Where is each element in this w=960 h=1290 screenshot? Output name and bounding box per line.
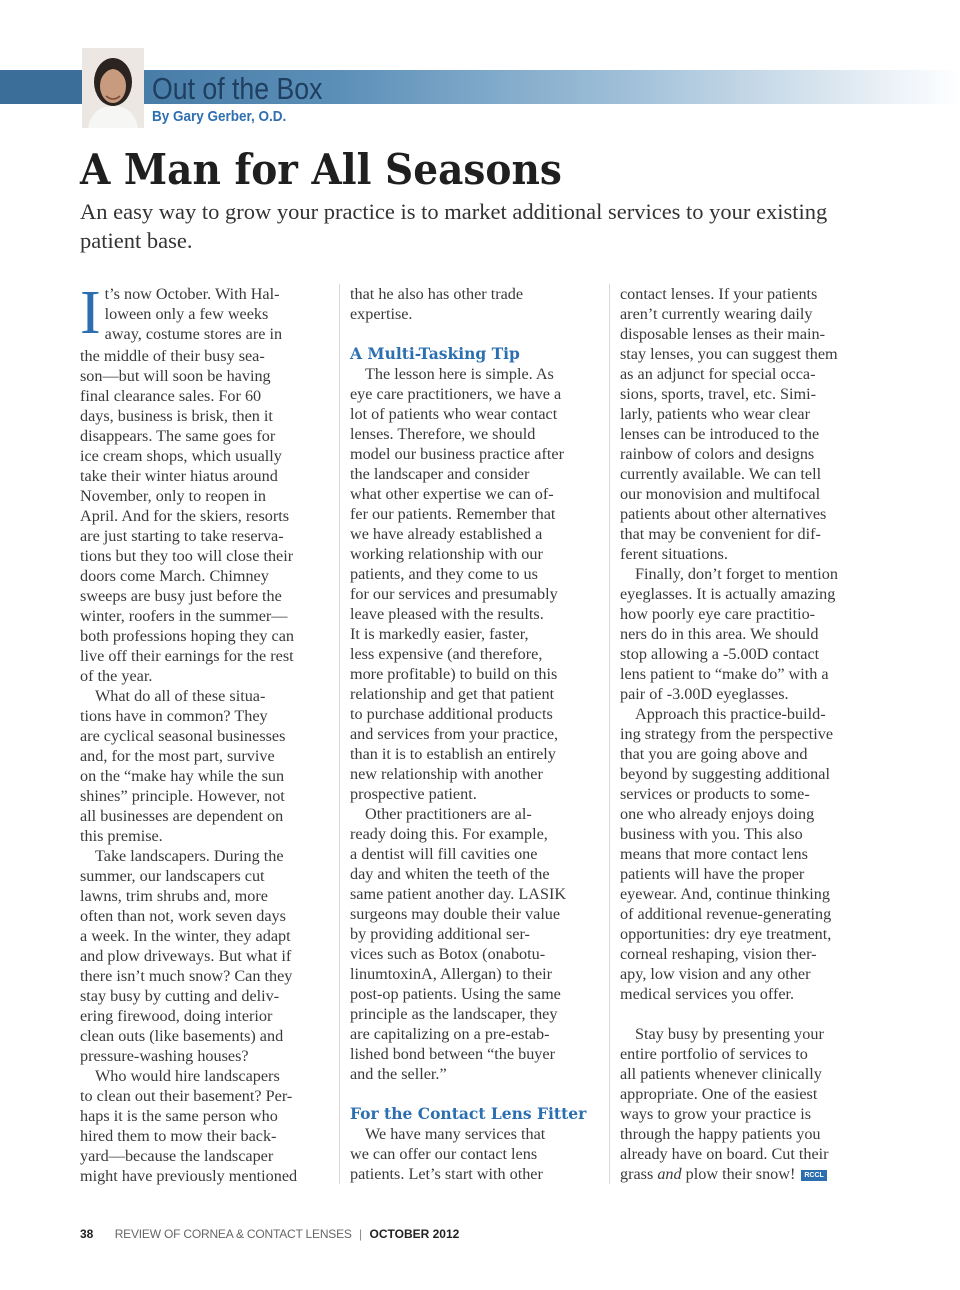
body-column-2	[350, 284, 600, 1184]
text-line: stay lenses, you can suggest them	[620, 345, 838, 363]
text-line: for our services and presumably	[350, 585, 558, 603]
text-line: our monovision and multifocal	[620, 485, 821, 503]
text-line: apy, low vision and any other	[620, 965, 811, 983]
text-line: eye care practitioners, we have a	[350, 385, 562, 403]
text-line: lawns, trim shrubs and, more	[80, 887, 268, 905]
text-line: It is markedly easier, faster,	[350, 625, 529, 643]
text-line: relationship and get that patient	[350, 685, 555, 703]
text-line: haps it is the same person who	[80, 1107, 278, 1125]
text-line: The lesson here is simple. As	[365, 365, 554, 383]
text-line: larly, patients who wear clear	[620, 405, 810, 423]
header-band	[0, 70, 960, 104]
text-line: eyewear. And, continue thinking	[620, 885, 830, 903]
text-line: April. And for the skiers, resorts	[80, 507, 290, 525]
text-line: medical services you offer.	[620, 985, 795, 1003]
text-line: means that more contact lens	[620, 845, 808, 863]
text-line: fer our patients. Remember that	[350, 505, 556, 523]
author-photo	[82, 48, 144, 128]
text-line: and plow driveways. But what if	[80, 947, 292, 965]
text-line: more profitable) to build on this	[350, 665, 558, 683]
text-line: tions have in common? They	[80, 707, 268, 725]
text-line: less expensive (and therefore,	[350, 645, 543, 663]
text-line: days, business is brisk, then it	[80, 407, 273, 425]
text-line: What do all of these situa-	[95, 687, 266, 705]
text-line: both professions hoping they can	[80, 627, 295, 645]
text-line: model our business practice after	[350, 445, 564, 463]
text-line: all patients whenever clinically	[620, 1065, 822, 1083]
page-footer	[80, 1227, 459, 1241]
text-line: stay busy by cutting and deliv-	[80, 987, 280, 1005]
text-line: all businesses are dependent on	[80, 807, 284, 825]
text-line: patients will have the proper	[620, 865, 805, 883]
closing-line	[620, 1164, 870, 1184]
text-line: are cyclical seasonal businesses	[80, 727, 286, 745]
text-line: Who would hire landscapers	[95, 1067, 280, 1085]
text-line: ways to grow your practice is	[620, 1105, 812, 1123]
text-line: appropriate. One of the easiest	[620, 1085, 818, 1103]
subheading-multi-tasking-tip: A Multi-Tasking Tip	[350, 344, 520, 363]
text-line: ering firewood, doing interior	[80, 1007, 273, 1025]
text-line: we have already established a	[350, 525, 543, 543]
closing-text-pre: grass	[620, 1165, 658, 1183]
text-line: lenses. Therefore, we should	[350, 425, 536, 443]
text-line: opportunities: dry eye treatment,	[620, 925, 832, 943]
header-band-left	[0, 70, 82, 104]
text-line: lished bond between “the buyer	[350, 1045, 555, 1063]
text-line: patients, and they come to us	[350, 565, 538, 583]
text-line: loween only a few weeks	[104, 305, 269, 323]
text-line: that may be convenient for dif-	[620, 525, 821, 543]
text-line: the landscaper and consider	[350, 465, 530, 483]
text-line: that he also has other trade	[350, 285, 524, 303]
text-line: lenses can be introduced to the	[620, 425, 820, 443]
text-line: November, only to reopen in	[80, 487, 266, 505]
text-line: doors come March. Chimney	[80, 567, 269, 585]
text-line: aren’t currently wearing daily	[620, 305, 813, 323]
text-line: expertise.	[350, 305, 413, 323]
paragraph-gap	[350, 324, 600, 344]
closing-text-emphasis: and	[657, 1165, 682, 1183]
text-line: the middle of their busy sea-	[80, 347, 265, 365]
text-line: yard—because the landscaper	[80, 1147, 274, 1165]
text-line: rainbow of colors and designs	[620, 445, 815, 463]
column-rule	[609, 284, 610, 1184]
text-line: entire portfolio of services to	[620, 1045, 808, 1063]
text-line: leave pleased with the results.	[350, 605, 544, 623]
text-line: tions but they too will close their	[80, 547, 294, 565]
article-deck: An easy way to grow your practice is to market additional services to your existing patient base.	[80, 199, 828, 253]
text-line: and, for the most part, survive	[80, 747, 275, 765]
text-line: live off their earnings for the rest	[80, 647, 294, 665]
text-line: shines” principle. However, not	[80, 787, 285, 805]
text-line: Take landscapers. During the	[95, 847, 284, 865]
text-line: pressure-washing houses?	[80, 1047, 249, 1065]
text-line: lot of patients who wear contact	[350, 405, 558, 423]
text-line: winter, roofers in the summer—	[80, 607, 288, 625]
text-line: ice cream shops, which usually	[80, 447, 282, 465]
text-line: patients about other alternatives	[620, 505, 827, 523]
text-line: Stay busy by presenting your	[635, 1025, 824, 1043]
text-line: patients. Let’s start with other	[350, 1165, 543, 1183]
text-line: than it is to establish an entirely	[350, 745, 556, 763]
text-line: that you are going above and	[620, 745, 808, 763]
text-line: of the year.	[80, 667, 153, 685]
text-line: linumtoxinA, Allergan) to their	[350, 965, 553, 983]
text-line: pair of -3.00D eyeglasses.	[620, 685, 789, 703]
text-line: what other expertise we can of-	[350, 485, 554, 503]
text-line: and services from your practice,	[350, 725, 559, 743]
text-line: ing strategy from the perspective	[620, 725, 834, 743]
paragraph-gap	[350, 1084, 600, 1104]
text-line: are just starting to take reserva-	[80, 527, 284, 545]
text-line: We have many services that	[365, 1125, 546, 1143]
text-line: contact lenses. If your patients	[620, 285, 818, 303]
body-column-1	[80, 279, 330, 1186]
closing-text-post: plow their snow!	[681, 1165, 796, 1183]
text-line: a week. In the winter, they adapt	[80, 927, 291, 945]
text-line: stop allowing a -5.00D contact	[620, 645, 820, 663]
text-line: lens patient to “make do” with a	[620, 665, 829, 683]
text-line: final clearance sales. For 60	[80, 387, 262, 405]
text-line: away, costume stores are in	[104, 325, 283, 343]
text-line: post-op patients. Using the same	[350, 985, 561, 1003]
text-line: often than not, work seven days	[80, 907, 286, 925]
text-line: eyeglasses. It is actually amazing	[620, 585, 836, 603]
publication-name: REVIEW OF CORNEA & CONTACT LENSES	[114, 1227, 352, 1241]
text-line: of additional revenue-generating	[620, 905, 832, 923]
text-line: already have on board. Cut their	[620, 1145, 829, 1163]
text-line: as an adjunct for special occa-	[620, 365, 816, 383]
text-line: sweeps are busy just before the	[80, 587, 282, 605]
page-number: 38	[80, 1227, 94, 1241]
text-line: son—but will soon be having	[80, 367, 271, 385]
text-line: principle as the landscaper, they	[350, 1005, 558, 1023]
text-line: there isn’t much snow? Can they	[80, 967, 293, 985]
text-line: new relationship with another	[350, 765, 543, 783]
text-line: Other practitioners are al-	[365, 805, 532, 823]
text-line: corneal reshaping, vision ther-	[620, 945, 817, 963]
subheading-contact-lens-fitter: For the Contact Lens Fitter	[350, 1104, 587, 1123]
text-line: Finally, don’t forget to mention	[635, 565, 838, 583]
text-line: t’s now October. With Hal-	[104, 285, 280, 303]
text-line: on the “make hay while the sun	[80, 767, 285, 785]
article-headline: A Man for All Seasons	[80, 145, 562, 194]
text-line: surgeons may double their value	[350, 905, 561, 923]
text-line: to purchase additional products	[350, 705, 553, 723]
text-line: ready doing this. For example,	[350, 825, 548, 843]
issue-date: OCTOBER 2012	[369, 1227, 460, 1241]
text-line: are capitalizing on a pre-estab-	[350, 1025, 550, 1043]
text-line: one who already enjoys doing	[620, 805, 815, 823]
text-line: day and whiten the teeth of the	[350, 865, 550, 883]
text-line: hired them to mow their back-	[80, 1127, 277, 1145]
text-line: working relationship with our	[350, 545, 543, 563]
text-line: by providing additional ser-	[350, 925, 530, 943]
text-line: Approach this practice-build-	[635, 705, 826, 723]
text-line: clean outs (like basements) and	[80, 1027, 284, 1045]
text-line: a dentist will fill cavities one	[350, 845, 538, 863]
drop-cap: I	[80, 279, 101, 347]
text-line: and the seller.”	[350, 1065, 447, 1083]
text-line: prospective patient.	[350, 785, 477, 803]
text-line: take their winter hiatus around	[80, 467, 278, 485]
column-title: Out of the Box	[152, 71, 323, 106]
text-line: disposable lenses as their main-	[620, 325, 825, 343]
text-line: disappears. The same goes for	[80, 427, 276, 445]
text-line: we can offer our contact lens	[350, 1145, 538, 1163]
text-line: services or products to some-	[620, 785, 810, 803]
paragraph-gap	[620, 1004, 870, 1024]
text-line: might have previously mentioned	[80, 1167, 298, 1185]
text-line: how poorly eye care practitio-	[620, 605, 816, 623]
body-column-3	[620, 284, 870, 1184]
text-line: business with you. This also	[620, 825, 803, 843]
text-line: through the happy patients you	[620, 1125, 821, 1143]
footer-separator: |	[359, 1227, 363, 1241]
column-rule	[339, 284, 340, 1184]
text-line: ferent situations.	[620, 545, 728, 563]
text-line: vices such as Botox (onabotu-	[350, 945, 546, 963]
text-line: to clean out their basement? Per-	[80, 1087, 293, 1105]
text-line: sions, sports, travel, etc. Simi-	[620, 385, 817, 403]
text-line: this premise.	[80, 827, 163, 845]
text-line: summer, our landscapers cut	[80, 867, 265, 885]
end-of-article-mark: RCCL	[801, 1170, 826, 1181]
author-byline: By Gary Gerber, O.D.	[152, 108, 287, 125]
text-line: currently available. We can tell	[620, 465, 822, 483]
text-line: beyond by suggesting additional	[620, 765, 830, 783]
text-line: ners do in this area. We should	[620, 625, 819, 643]
text-line: same patient another day. LASIK	[350, 885, 567, 903]
